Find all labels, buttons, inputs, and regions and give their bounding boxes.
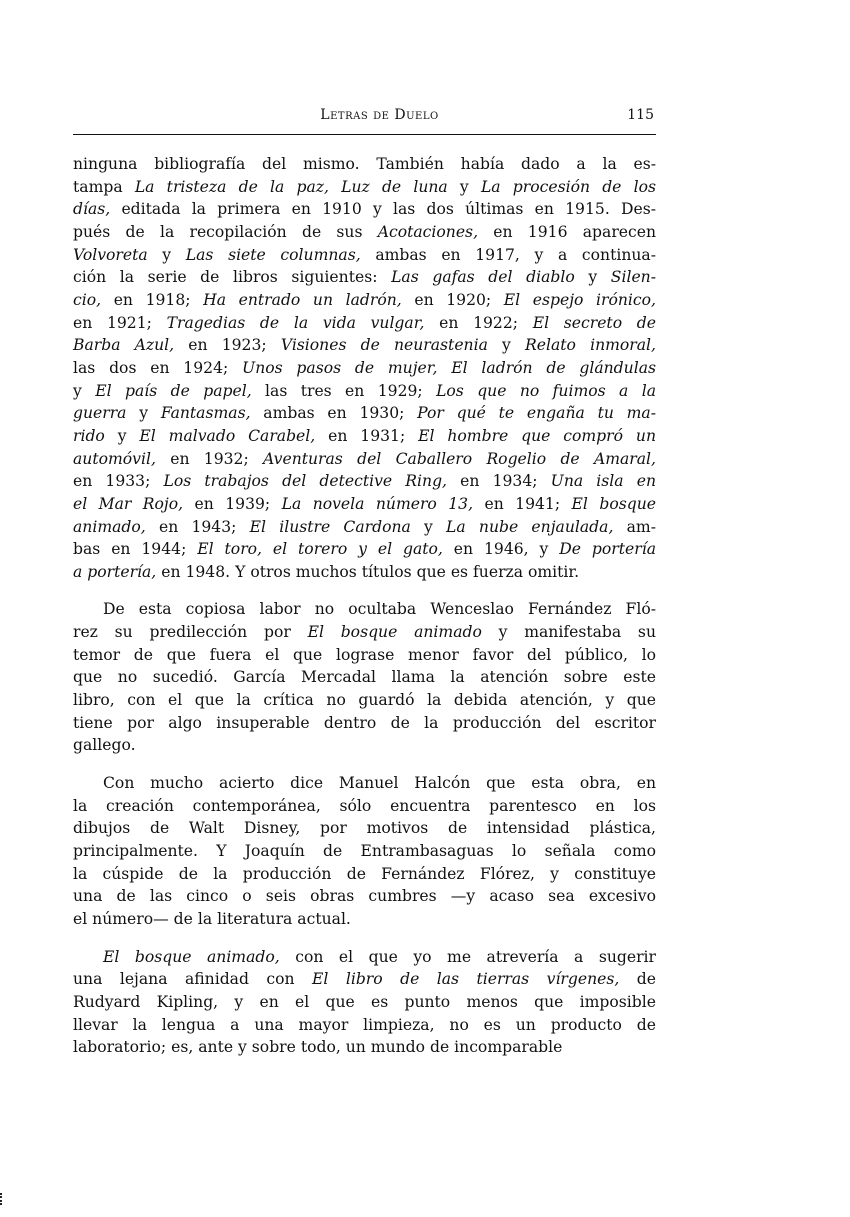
text-line xyxy=(73,863,656,886)
text-run: que no sucedió. García Mercadal llama la atención sobre este xyxy=(73,668,656,687)
italic-title: Por qué te engaña tu ma- xyxy=(417,404,656,423)
text-line xyxy=(73,561,656,584)
text-run: pués de la recopilación de sus xyxy=(73,222,378,241)
italic-title: El malvado Carabel, xyxy=(139,426,316,445)
text-run: dibujos de Walt Disney, por motivos de intensidad plástica, xyxy=(73,819,656,838)
italic-title: automóvil, xyxy=(73,449,156,468)
italic-title: Tragedias de la vida vulgar, xyxy=(166,313,425,332)
text-line xyxy=(73,448,656,471)
text-run: en 1941; xyxy=(473,494,572,513)
text-run: gallego. xyxy=(73,736,136,755)
text-line xyxy=(73,176,656,199)
text-run: editada la primera en 1910 y las dos últimas en 1915. Des- xyxy=(110,200,656,219)
text-line xyxy=(73,734,656,757)
text-run: en 1939; xyxy=(183,494,282,513)
italic-title: Aventuras del Caballero Rogelio de Amaral, xyxy=(263,449,656,468)
text-line xyxy=(73,968,656,991)
italic-title: La procesión de los xyxy=(480,177,656,196)
text-line xyxy=(73,266,656,289)
text-line xyxy=(73,644,656,667)
text-run: ambas en 1917, y a continua- xyxy=(360,245,656,264)
text-run: en 1933; xyxy=(73,472,164,491)
italic-title: Las gafas del diablo xyxy=(391,268,575,287)
page-number: 115 xyxy=(627,107,654,123)
text-line xyxy=(73,1014,656,1037)
text-line xyxy=(73,493,656,516)
scan-edge-mark xyxy=(0,1193,4,1205)
text-run: y xyxy=(73,381,96,400)
italic-title: Las siete columnas, xyxy=(185,245,361,264)
italic-title: El bosque animado xyxy=(307,623,482,642)
running-title: Letras de Duelo xyxy=(320,107,439,123)
text-line xyxy=(73,402,656,425)
italic-title: Los trabajos del detective Ring, xyxy=(163,472,448,491)
text-run: y xyxy=(147,245,186,264)
italic-title: Barba Azul, xyxy=(73,336,175,355)
text-run: libro, con el que la crítica no guardó la debida atención, y que xyxy=(73,691,656,710)
text-line xyxy=(73,221,656,244)
text-run: el número— de la literatura actual. xyxy=(73,910,351,928)
italic-title: El ilustre Cardona xyxy=(249,517,411,536)
text-run: ción la serie de libros siguientes: xyxy=(73,268,392,287)
italic-title: rido xyxy=(73,426,105,445)
italic-title: guerra xyxy=(73,404,127,423)
italic-title: Relato inmoral, xyxy=(525,336,657,355)
text-line xyxy=(73,289,656,312)
text-run: en 1943; xyxy=(145,517,250,536)
text-line xyxy=(73,198,656,221)
text-line xyxy=(73,991,656,1014)
text-line xyxy=(73,598,656,621)
italic-title: Silen- xyxy=(610,268,656,287)
text-run: tampa xyxy=(73,177,135,196)
text-run: Con mucho acierto dice Manuel Halcón que esta obra, en xyxy=(103,774,656,793)
italic-title: El espejo irónico, xyxy=(503,290,656,309)
paragraph xyxy=(73,598,656,757)
text-line xyxy=(73,795,656,818)
italic-title: El toro, el torero y el gato, xyxy=(197,540,443,559)
text-run: con el que yo me atrevería a sugerir xyxy=(279,947,656,966)
text-run: en 1948. Y otros muchos títulos que es fuerza omitir. xyxy=(156,562,580,581)
paragraph xyxy=(73,946,656,1059)
text-run: la creación contemporánea, sólo encuentra parentesco en los xyxy=(73,796,656,815)
italic-title: El bosque xyxy=(571,494,656,513)
text-run: y xyxy=(126,404,161,423)
text-run: una lejana afinidad con xyxy=(73,970,313,989)
text-line xyxy=(73,153,656,176)
text-run: y manifestaba su xyxy=(481,623,656,642)
text-run: laboratorio; es, ante y sobre todo, un mundo de incomparable xyxy=(73,1038,563,1057)
text-line xyxy=(73,817,656,840)
text-run: principalmente. Y Joaquín de Entrambasaguas lo señala como xyxy=(73,842,656,861)
text-run: y xyxy=(574,268,611,287)
italic-title: Fantasmas, xyxy=(160,404,251,423)
italic-title: De portería xyxy=(559,540,656,559)
italic-title: el Mar Rojo, xyxy=(73,494,184,513)
text-line xyxy=(73,334,656,357)
italic-title: La tristeza de la paz, Luz de luna xyxy=(134,177,448,196)
text-run: ambas en 1930; xyxy=(250,404,418,423)
text-line xyxy=(73,908,656,931)
text-line xyxy=(73,538,656,561)
text-line xyxy=(73,516,656,539)
text-line xyxy=(73,946,656,969)
italic-title: El bosque animado, xyxy=(103,947,280,966)
italic-title: El país de papel, xyxy=(95,381,252,400)
text-line xyxy=(73,380,656,403)
text-line xyxy=(73,712,656,735)
text-run: en 1931; xyxy=(315,426,419,445)
text-run: ninguna bibliografía del mismo. También había dado a la es- xyxy=(73,155,656,173)
italic-title: a portería, xyxy=(73,562,157,581)
text-line xyxy=(73,666,656,689)
text-line xyxy=(73,621,656,644)
text-line xyxy=(73,772,656,795)
text-run: y xyxy=(447,177,481,196)
text-line xyxy=(73,312,656,335)
italic-title: El libro de las tierras vírgenes, xyxy=(312,970,620,989)
text-run: temor de que fuera el que lograse menor favor del público, lo xyxy=(73,645,656,664)
text-run: en 1918; xyxy=(101,290,204,309)
text-run: y xyxy=(104,426,140,445)
text-run: am- xyxy=(613,517,656,536)
text-run: De esta copiosa labor no ocultaba Wenceslao Fernández Fló- xyxy=(103,600,656,619)
running-head xyxy=(73,107,656,127)
text-run: llevar la lengua a una mayor limpieza, no es un producto de xyxy=(73,1015,656,1034)
text-line xyxy=(73,1036,656,1059)
paragraph xyxy=(73,772,656,931)
text-run: las dos en 1924; xyxy=(73,358,243,377)
italic-title: días, xyxy=(73,200,111,219)
text-run: bas en 1944; xyxy=(73,540,198,559)
italic-title: Visiones de neurastenia xyxy=(280,336,488,355)
text-run: en 1922; xyxy=(424,313,533,332)
italic-title: El secreto de xyxy=(532,313,656,332)
text-run: Rudyard Kipling, y en el que es punto menos que imposible xyxy=(73,992,656,1011)
italic-title: animado, xyxy=(73,517,146,536)
text-run: las tres en 1929; xyxy=(251,381,437,400)
text-run: y xyxy=(410,517,447,536)
text-line xyxy=(73,244,656,267)
italic-title: Una isla en xyxy=(550,472,656,491)
text-line xyxy=(73,689,656,712)
italic-title: Ha entrado un ladrón, xyxy=(203,290,402,309)
text-run: en 1932; xyxy=(155,449,264,468)
text-run: una de las cinco o seis obras cumbres —y acaso sea excesivo xyxy=(73,887,656,906)
text-run: tiene por algo insuperable dentro de la producción del escritor xyxy=(73,713,656,732)
header-rule xyxy=(73,134,656,135)
text-run: en 1916 aparecen xyxy=(478,222,657,241)
text-line xyxy=(73,840,656,863)
body-text xyxy=(73,153,656,1059)
italic-title: Volvoreta xyxy=(73,245,148,264)
text-run: de xyxy=(619,970,656,989)
text-run: en 1934; xyxy=(447,472,551,491)
text-line xyxy=(73,425,656,448)
italic-title: La novela número 13, xyxy=(281,494,474,513)
text-run: la cúspide de la producción de Fernández Flórez, y constituye xyxy=(73,864,656,883)
text-line xyxy=(73,470,656,493)
text-run: en 1921; xyxy=(73,313,167,332)
text-run: rez su predilección por xyxy=(73,623,308,642)
text-run: en 1946, y xyxy=(442,540,560,559)
text-run: y xyxy=(487,336,526,355)
text-run: en 1923; xyxy=(174,336,281,355)
text-line xyxy=(73,885,656,908)
italic-title: Acotaciones, xyxy=(377,222,479,241)
italic-title: cio, xyxy=(73,290,102,309)
italic-title: La nube enjaulada, xyxy=(446,517,614,536)
italic-title: Los que no fuimos a la xyxy=(436,381,656,400)
italic-title: El hombre que compró un xyxy=(418,426,656,445)
text-line xyxy=(73,357,656,380)
paragraph xyxy=(73,153,656,583)
italic-title: Unos pasos de mujer, El ladrón de glándulas xyxy=(242,358,656,377)
text-run: en 1920; xyxy=(401,290,504,309)
